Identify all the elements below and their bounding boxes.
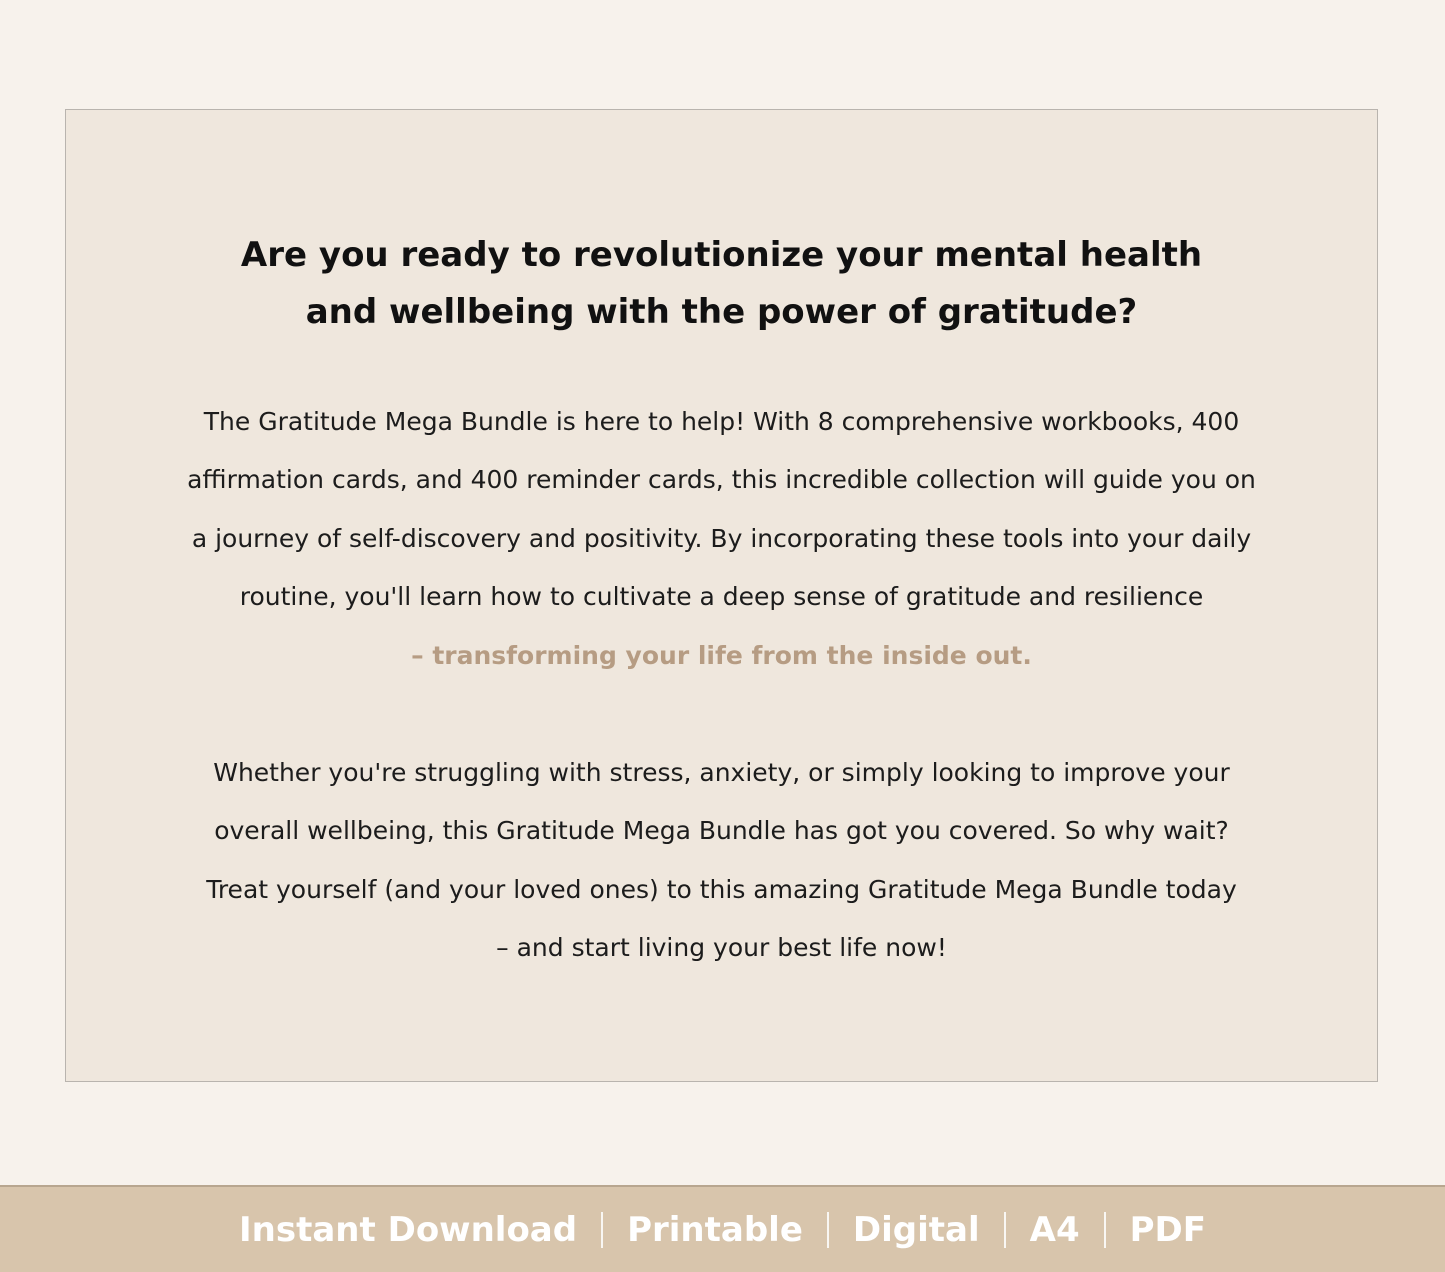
footer-divider <box>827 1212 829 1248</box>
footer-divider <box>1004 1212 1006 1248</box>
paragraph-line: Treat yourself (and your loved ones) to this amazing Gratitude Mega Bundle today <box>206 874 1237 904</box>
headline <box>66 227 1377 341</box>
footer-item-a4: A4 <box>1029 1209 1080 1250</box>
paragraph-line: affirmation cards, and 400 reminder cards, this incredible collection will guide you on <box>187 465 1256 495</box>
feature-footer-bar <box>0 1185 1445 1272</box>
paragraph-line: Whether you're struggling with stress, anxiety, or simply looking to improve your <box>213 758 1230 787</box>
paragraph-line: routine, you'll learn how to cultivate a deep sense of gratitude and resilience <box>239 582 1204 612</box>
footer-item-instant-download: Instant Download <box>239 1209 578 1250</box>
footer-divider <box>601 1212 603 1248</box>
headline-line: and wellbeing with the power of gratitude? <box>305 292 1138 332</box>
footer-item-pdf: PDF <box>1129 1209 1206 1250</box>
footer-divider <box>1104 1212 1106 1248</box>
paragraph-line: overall wellbeing, this Gratitude Mega Bundle has got you covered. So why wait? <box>214 816 1229 846</box>
intro-paragraph <box>66 393 1377 685</box>
footer-item-printable: Printable <box>627 1209 803 1250</box>
paragraph-line: a journey of self-discovery and positivity. By incorporating these tools into your daily <box>191 523 1252 553</box>
description-card <box>65 109 1378 1082</box>
footer-item-digital: Digital <box>852 1209 980 1250</box>
paragraph-line: The Gratitude Mega Bundle is here to help! With 8 comprehensive workbooks, 400 <box>203 407 1240 436</box>
accent-line: – transforming your life from the inside out. <box>411 640 1032 670</box>
closing-paragraph <box>66 744 1377 978</box>
paragraph-line: – and start living your best life now! <box>496 933 947 963</box>
headline-line: Are you ready to revolutionize your mental health <box>240 235 1203 275</box>
